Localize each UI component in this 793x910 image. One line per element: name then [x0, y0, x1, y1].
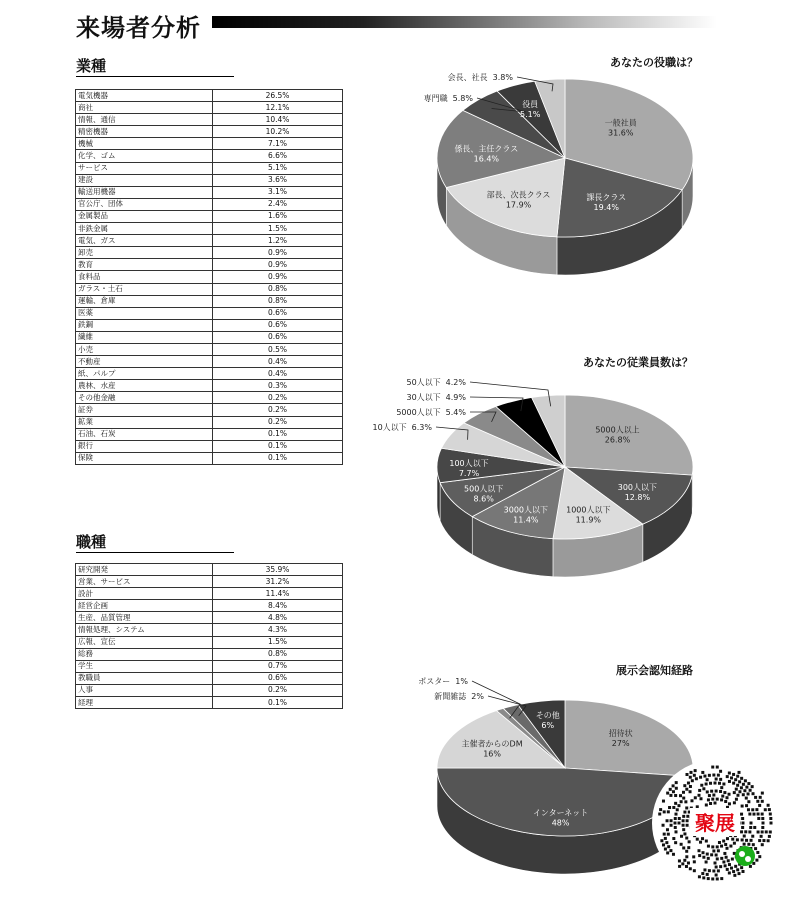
table-row	[76, 684, 343, 696]
row-label: 繊維	[76, 331, 213, 343]
table-row	[76, 138, 343, 150]
row-label: 精密機器	[76, 126, 213, 138]
table-row	[76, 672, 343, 684]
table-row	[76, 452, 343, 464]
row-value: 0.1%	[213, 428, 343, 440]
row-label: 小売	[76, 343, 213, 355]
slice-label: 役員	[522, 100, 539, 110]
row-value: 0.7%	[213, 660, 343, 672]
row-value: 8.4%	[213, 600, 343, 612]
slice-value-label: 26.8%	[604, 435, 631, 445]
slice-value-label: 6.3%	[411, 423, 432, 432]
table-row	[76, 150, 343, 162]
row-label: 情報処理、システム	[76, 624, 213, 636]
slice-label: 係長、主任クラス	[454, 144, 519, 154]
slice-value-label: 7.7%	[458, 468, 480, 478]
slice-label: 1000人以下	[566, 505, 611, 515]
row-value: 5.1%	[213, 162, 343, 174]
industry-heading-rule	[76, 76, 234, 77]
row-label: 卸売	[76, 247, 213, 259]
row-label: 設計	[76, 588, 213, 600]
page-title: 来場者分析	[76, 14, 201, 42]
row-label: 生産、品質管理	[76, 612, 213, 624]
table-row	[76, 198, 343, 210]
row-value: 31.2%	[213, 576, 343, 588]
table-row	[76, 380, 343, 392]
slice-value-label: 19.4%	[593, 202, 619, 212]
row-value: 0.1%	[213, 440, 343, 452]
row-value: 0.2%	[213, 392, 343, 404]
slice-label: 専門職	[423, 94, 448, 103]
slice-value-label: 4.9%	[445, 393, 466, 402]
row-label: 紙、パルプ	[76, 368, 213, 380]
slice-callout	[418, 677, 468, 686]
row-label: 電気、ガス	[76, 235, 213, 247]
row-label: 銀行	[76, 440, 213, 452]
slice-value-label: 16.4%	[473, 154, 500, 164]
table-row	[76, 356, 343, 368]
slice-label: 3000人以下	[503, 505, 549, 515]
row-label: その他金融	[76, 392, 213, 404]
slice-label: 10人以下	[372, 423, 407, 432]
table-row	[76, 174, 343, 186]
row-label: サービス	[76, 162, 213, 174]
row-value: 0.2%	[213, 684, 343, 696]
row-value: 0.5%	[213, 343, 343, 355]
qr-code-icon	[652, 760, 778, 886]
slice-value-label: 4.2%	[445, 378, 466, 387]
table-row	[76, 404, 343, 416]
slice-label: ポスター	[418, 677, 451, 686]
occupation-table	[75, 563, 343, 709]
table-row	[76, 223, 343, 235]
row-label: 非鉄金属	[76, 223, 213, 235]
slice-callout	[434, 691, 484, 701]
row-label: 電気機器	[76, 90, 213, 102]
row-label: 金属製品	[76, 210, 213, 222]
slice-label: 300人以下	[617, 483, 658, 493]
row-value: 0.3%	[213, 380, 343, 392]
table-row	[76, 600, 343, 612]
row-value: 4.3%	[213, 624, 343, 636]
row-value: 0.6%	[213, 672, 343, 684]
table-row	[76, 90, 343, 102]
slice-label: 新聞雑誌	[434, 692, 467, 701]
table-row	[76, 648, 343, 660]
row-value: 1.2%	[213, 235, 343, 247]
chart-title: あなたの従業員数は？	[583, 356, 693, 369]
row-value: 0.9%	[213, 271, 343, 283]
table-row	[76, 576, 343, 588]
table-row	[76, 114, 343, 126]
slice-callout	[396, 407, 466, 417]
row-value: 4.8%	[213, 612, 343, 624]
table-row	[76, 588, 343, 600]
row-value: 7.1%	[213, 138, 343, 150]
occupation-heading-rule	[76, 552, 234, 553]
slice-value-label: 2%	[471, 692, 484, 701]
table-row	[76, 331, 343, 343]
slice-value-label: 11.9%	[575, 515, 602, 525]
table-row	[76, 624, 343, 636]
industry-heading: 業種	[76, 57, 107, 75]
row-value: 0.9%	[213, 259, 343, 271]
title-gradient-bar	[212, 16, 717, 28]
slice-value-label: 16%	[483, 749, 501, 759]
table-row	[76, 162, 343, 174]
row-value: 1.6%	[213, 210, 343, 222]
qr-code-watermark	[652, 760, 778, 886]
table-row	[76, 343, 343, 355]
row-value: 6.6%	[213, 150, 343, 162]
row-value: 0.4%	[213, 368, 343, 380]
row-label: 営業、サービス	[76, 576, 213, 588]
row-label: 経理	[76, 697, 213, 709]
table-row	[76, 126, 343, 138]
table-row	[76, 102, 343, 114]
row-value: 11.4%	[213, 588, 343, 600]
row-label: 不動産	[76, 356, 213, 368]
table-row	[76, 319, 343, 331]
row-value: 10.4%	[213, 114, 343, 126]
slice-label: 主催者からのDM	[461, 739, 523, 749]
slice-value-label: 3.8%	[492, 73, 513, 82]
row-value: 0.8%	[213, 648, 343, 660]
slice-callout	[448, 72, 514, 82]
slice-value-label: 5.1%	[520, 110, 541, 120]
table-row	[76, 235, 343, 247]
row-label: 石油、石炭	[76, 428, 213, 440]
row-label: 機械	[76, 138, 213, 150]
slice-callout	[372, 422, 432, 432]
industry-table	[75, 89, 343, 465]
row-value: 35.9%	[213, 564, 343, 576]
row-value: 0.1%	[213, 452, 343, 464]
slice-value-label: 11.4%	[513, 515, 539, 525]
row-value: 1.5%	[213, 636, 343, 648]
slice-label: 会長、社長	[447, 73, 488, 82]
row-label: 化学、ゴム	[76, 150, 213, 162]
slice-callout	[406, 392, 466, 402]
row-label: 官公庁、団体	[76, 198, 213, 210]
row-value: 1.5%	[213, 223, 343, 235]
row-label: 教職員	[76, 672, 213, 684]
row-value: 0.1%	[213, 697, 343, 709]
slice-value-label: 48%	[551, 818, 570, 828]
table-row	[76, 392, 343, 404]
slice-label: 100人以下	[449, 458, 489, 468]
table-row	[76, 636, 343, 648]
table-row	[76, 247, 343, 259]
slice-label: 500人以下	[464, 484, 504, 494]
row-value: 3.1%	[213, 186, 343, 198]
table-row	[76, 697, 343, 709]
row-label: 研究開発	[76, 564, 213, 576]
slice-label: 一般社員	[604, 118, 637, 128]
slice-label: 招待状	[608, 728, 633, 738]
row-value: 0.9%	[213, 247, 343, 259]
row-label: 建設	[76, 174, 213, 186]
row-label: 情報、通信	[76, 114, 213, 126]
row-label: 総務	[76, 648, 213, 660]
row-label: 運輸、倉庫	[76, 295, 213, 307]
row-value: 0.6%	[213, 307, 343, 319]
row-value: 12.1%	[213, 102, 343, 114]
row-value: 0.8%	[213, 295, 343, 307]
position-pie-chart	[378, 52, 708, 284]
row-label: 鉱業	[76, 416, 213, 428]
slice-value-label: 5.4%	[445, 408, 466, 417]
row-label: 人事	[76, 684, 213, 696]
table-row	[76, 307, 343, 319]
row-value: 10.2%	[213, 126, 343, 138]
slice-label: その他	[535, 710, 560, 720]
table-row	[76, 283, 343, 295]
row-label: 広報、宣伝	[76, 636, 213, 648]
slice-value-label: 1%	[455, 677, 468, 686]
row-label: 医薬	[76, 307, 213, 319]
employees-pie-chart	[368, 352, 708, 584]
slice-label: 部長、次長クラス	[486, 190, 551, 200]
table-row	[76, 440, 343, 452]
row-label: 証券	[76, 404, 213, 416]
chart-title: 展示会認知経路	[616, 664, 693, 677]
row-label: 学生	[76, 660, 213, 672]
row-value: 0.8%	[213, 283, 343, 295]
table-row	[76, 428, 343, 440]
slice-label: 課長クラス	[586, 192, 627, 202]
watermark-logo: 聚展	[695, 811, 735, 835]
row-value: 0.4%	[213, 356, 343, 368]
slice-value-label: 6%	[541, 720, 555, 730]
row-label: ガラス・土石	[76, 283, 213, 295]
slice-value-label: 27%	[611, 738, 630, 748]
table-row	[76, 271, 343, 283]
row-label: 輸送用機器	[76, 186, 213, 198]
row-value: 0.6%	[213, 331, 343, 343]
row-label: 鉄鋼	[76, 319, 213, 331]
slice-label: 5000人以上	[595, 425, 640, 435]
table-row	[76, 660, 343, 672]
table-row	[76, 416, 343, 428]
table-row	[76, 368, 343, 380]
slice-label: 30人以下	[406, 393, 441, 402]
table-row	[76, 186, 343, 198]
row-value: 0.2%	[213, 404, 343, 416]
slice-value-label: 17.9%	[505, 200, 532, 210]
row-value: 2.4%	[213, 198, 343, 210]
table-row	[76, 564, 343, 576]
slice-value-label: 31.6%	[608, 128, 634, 138]
table-row	[76, 295, 343, 307]
slice-label: 50人以下	[406, 378, 441, 387]
table-row	[76, 612, 343, 624]
slice-value-label: 12.8%	[624, 493, 651, 503]
slice-callout	[406, 377, 466, 387]
row-label: 食料品	[76, 271, 213, 283]
slice-callout	[424, 93, 474, 103]
row-value: 3.6%	[213, 174, 343, 186]
slice-label: インターネット	[532, 808, 589, 818]
row-label: 商社	[76, 102, 213, 114]
row-label: 農林、水産	[76, 380, 213, 392]
row-label: 教育	[76, 259, 213, 271]
row-value: 26.5%	[213, 90, 343, 102]
slice-value-label: 5.8%	[452, 94, 473, 103]
row-value: 0.6%	[213, 319, 343, 331]
slice-value-label: 8.6%	[473, 494, 494, 504]
occupation-heading: 職種	[76, 533, 107, 551]
slice-label: 5000人以下	[396, 408, 441, 417]
row-label: 保険	[76, 452, 213, 464]
table-row	[76, 210, 343, 222]
row-value: 0.2%	[213, 416, 343, 428]
table-row	[76, 259, 343, 271]
row-label: 経営企画	[76, 600, 213, 612]
chart-title: あなたの役職は？	[610, 56, 698, 69]
